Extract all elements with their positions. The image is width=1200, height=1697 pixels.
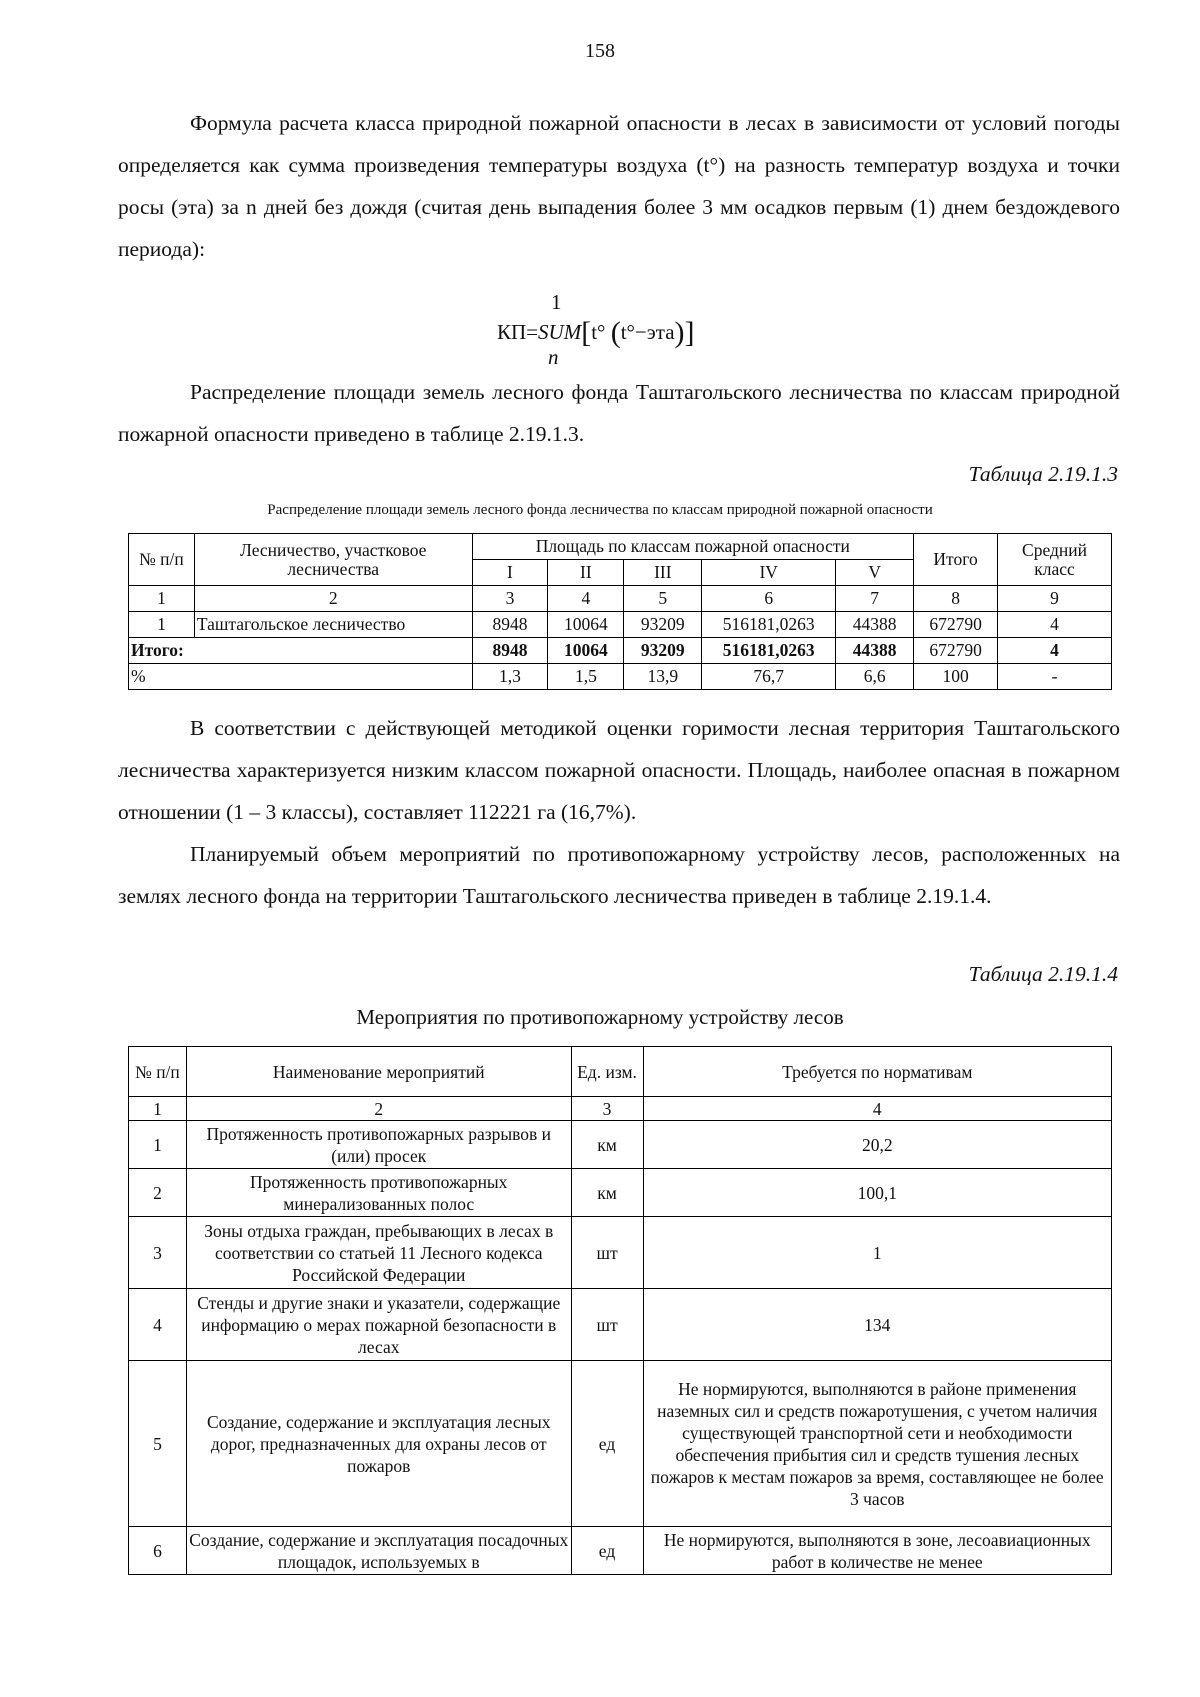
- t2-cell-num: 4: [129, 1289, 187, 1361]
- t1-percent-value: 76,7: [702, 664, 836, 690]
- paragraph-assessment: В соответствии с действующей методикой оценки горимости лесная территория Таштагольского лесничества характеризуется низким классом пожарной опасности. Площадь, наиболее опасная в пожарном отношении (1 – 3 классы), составляет 112221 га (16,7%).: [118, 716, 1120, 824]
- t1-header-class: I: [472, 560, 548, 586]
- page-number: 158: [585, 40, 615, 62]
- t2-cell-name: Стенды и другие знаки и указатели, содержащие информацию о мерах пожарной безопасности в лесах: [186, 1289, 571, 1361]
- t2-cell-unit: км: [571, 1169, 643, 1217]
- t2-cell-num: 5: [129, 1361, 187, 1527]
- table2-label: Таблица 2.19.1.4: [968, 962, 1118, 986]
- t2-cell-name: Зоны отдыха граждан, пребывающих в лесах в соответствии со статьей 11 Лесного кодекса Российской Федерации: [186, 1217, 571, 1289]
- t1-header-class: IV: [702, 560, 836, 586]
- t1-col-number: 7: [836, 586, 914, 612]
- t1-col-number: 3: [472, 586, 548, 612]
- t2-cell-unit: ед: [571, 1361, 643, 1527]
- t1-header-name: Лесничество, участковое лесничества: [194, 534, 472, 586]
- t1-header-avg: Средний класс: [998, 534, 1112, 586]
- t1-header-class: II: [548, 560, 624, 586]
- t1-totals-value: 10064: [548, 638, 624, 664]
- t2-cell-name: Создание, содержание и эксплуатация лесных дорог, предназначенных для охраны лесов от пожаров: [186, 1361, 571, 1527]
- t2-cell-num: 6: [129, 1527, 187, 1575]
- t2-header-name: Наименование мероприятий: [186, 1047, 571, 1097]
- t1-cell-name: Таштагольское лесничество: [194, 612, 472, 638]
- t1-cell-value: 516181,0263: [702, 612, 836, 638]
- formula-minus: −: [634, 320, 647, 344]
- t2-cell-unit: шт: [571, 1289, 643, 1361]
- t1-header-total: Итого: [914, 534, 998, 586]
- t2-cell-unit: шт: [571, 1217, 643, 1289]
- t2-cell-req: 20,2: [643, 1121, 1112, 1169]
- table1-caption: Распределение площади земель лесного фонда лесничества по классам природной пожарной опасности: [267, 502, 933, 518]
- t1-percent-row: [129, 664, 1112, 690]
- formula-bracket-left: [: [581, 316, 592, 349]
- fire-measures-table: [128, 1046, 1112, 1575]
- t1-cell-total: 672790: [914, 612, 998, 638]
- t1-percent-label: %: [129, 664, 473, 690]
- t2-col-number: 2: [186, 1097, 571, 1121]
- t2-cell-num: 2: [129, 1169, 187, 1217]
- t1-col-number: 2: [194, 586, 472, 612]
- t2-cell-name: Протяженность противопожарных разрывов и (или) просек: [186, 1121, 571, 1169]
- table2-caption: Мероприятия по противопожарному устройству лесов: [356, 1005, 844, 1029]
- t1-totals-label: Итого:: [129, 638, 473, 664]
- table1-label: Таблица 2.19.1.3: [968, 462, 1118, 486]
- t1-percent-total: 100: [914, 664, 998, 690]
- t2-cell-req: 1: [643, 1217, 1112, 1289]
- table-row: [129, 1169, 1112, 1217]
- formula-t: t°: [591, 320, 606, 344]
- table-row: [129, 1361, 1112, 1527]
- t1-totals-value: 8948: [472, 638, 548, 664]
- t2-col-number: 3: [571, 1097, 643, 1121]
- formula-upper-limit: 1: [551, 290, 562, 314]
- t1-col-number: 9: [998, 586, 1112, 612]
- t2-header-num: № п/п: [129, 1047, 187, 1097]
- t2-col-number: 4: [643, 1097, 1112, 1121]
- t1-col-number: 5: [624, 586, 702, 612]
- t1-col-number: 8: [914, 586, 998, 612]
- table-row: [129, 1527, 1112, 1575]
- t1-cell-value: 44388: [836, 612, 914, 638]
- t2-cell-name: Создание, содержание и эксплуатация посадочных площадок, используемых в: [186, 1527, 571, 1575]
- formula: [0, 290, 1200, 372]
- t2-cell-num: 3: [129, 1217, 187, 1289]
- formula-paren-right: ): [674, 316, 685, 349]
- paragraph-formula-intro: Формула расчета класса природной пожарной опасности в лесах в зависимости от условий погоды определяется как сумма произведения температуры воздуха (t°) на разность температур воздуха и точки росы (эта) за n дней без дождя (считая день выпадения более 3 мм осадков первым (1) днем бездождевого периода):: [118, 111, 1120, 261]
- formula-bracket-right: ]: [684, 316, 695, 349]
- t2-col-number: 1: [129, 1097, 187, 1121]
- t1-percent-avg: -: [998, 664, 1112, 690]
- paragraph-table1-intro: Распределение площади земель лесного фонда Таштагольского лесничества по классам природной пожарной опасности приведено в таблице 2.19.1.3.: [118, 380, 1120, 446]
- formula-lower-limit: n: [548, 345, 559, 369]
- t2-cell-req: Не нормируются, выполняются в зоне, лесоавиационных работ в количестве не менее: [643, 1527, 1112, 1575]
- table-row: [129, 1121, 1112, 1169]
- t2-cell-unit: ед: [571, 1527, 643, 1575]
- t2-cell-name: Протяженность противопожарных минерализованных полос: [186, 1169, 571, 1217]
- table-row: [129, 1217, 1112, 1289]
- t1-col-number: 1: [129, 586, 195, 612]
- t1-totals-total: 672790: [914, 638, 998, 664]
- t2-cell-req: Не нормируются, выполняются в районе применения наземных сил и средств пожаротушения, с учетом наличия существующей транспортной сети и необходимости обеспечения прибытия сил и средств тушения лесных пожаров к местам пожаров за время, составляющее не более 3 часов: [643, 1361, 1112, 1527]
- t1-header-area: Площадь по классам пожарной опасности: [472, 534, 914, 560]
- t1-percent-value: 1,3: [472, 664, 548, 690]
- formula-lhs: КП: [497, 320, 527, 344]
- t1-percent-value: 6,6: [836, 664, 914, 690]
- t1-column-numbers: [129, 586, 1112, 612]
- table-row: [129, 612, 1112, 638]
- t1-cell-value: 10064: [548, 612, 624, 638]
- fire-class-table: [128, 533, 1112, 690]
- t2-cell-req: 100,1: [643, 1169, 1112, 1217]
- t1-totals-value: 44388: [836, 638, 914, 664]
- t2-header-req: Требуется по нормативам: [643, 1047, 1112, 1097]
- t1-cell-value: 8948: [472, 612, 548, 638]
- t1-totals-row: [129, 638, 1112, 664]
- t1-header-class: III: [624, 560, 702, 586]
- t1-totals-value: 516181,0263: [702, 638, 836, 664]
- t1-header-class: V: [836, 560, 914, 586]
- paragraph-table2-intro: Планируемый объем мероприятий по противопожарному устройству лесов, расположенных на землях лесного фонда на территории Таштагольского лесничества приведен в таблице 2.19.1.4.: [118, 842, 1120, 908]
- t1-cell-num: 1: [129, 612, 195, 638]
- t1-cell-value: 93209: [624, 612, 702, 638]
- t2-cell-unit: км: [571, 1121, 643, 1169]
- t1-header-num: № п/п: [129, 534, 195, 586]
- formula-sum: SUM: [538, 320, 582, 344]
- t1-percent-value: 1,5: [548, 664, 624, 690]
- t1-totals-avg: 4: [998, 638, 1112, 664]
- t1-col-number: 4: [548, 586, 624, 612]
- formula-equals: =: [526, 320, 539, 344]
- t1-totals-value: 93209: [624, 638, 702, 664]
- t1-cell-avg: 4: [998, 612, 1112, 638]
- formula-t2: t°: [620, 320, 635, 344]
- t1-col-number: 6: [702, 586, 836, 612]
- formula-body: [497, 316, 695, 350]
- formula-eta: эта: [646, 320, 675, 344]
- formula-paren-left: (: [610, 316, 621, 349]
- t1-percent-value: 13,9: [624, 664, 702, 690]
- table-row: [129, 1289, 1112, 1361]
- t2-column-numbers: [129, 1097, 1112, 1121]
- t2-cell-num: 1: [129, 1121, 187, 1169]
- t2-header-unit: Ед. изм.: [571, 1047, 643, 1097]
- t2-cell-req: 134: [643, 1289, 1112, 1361]
